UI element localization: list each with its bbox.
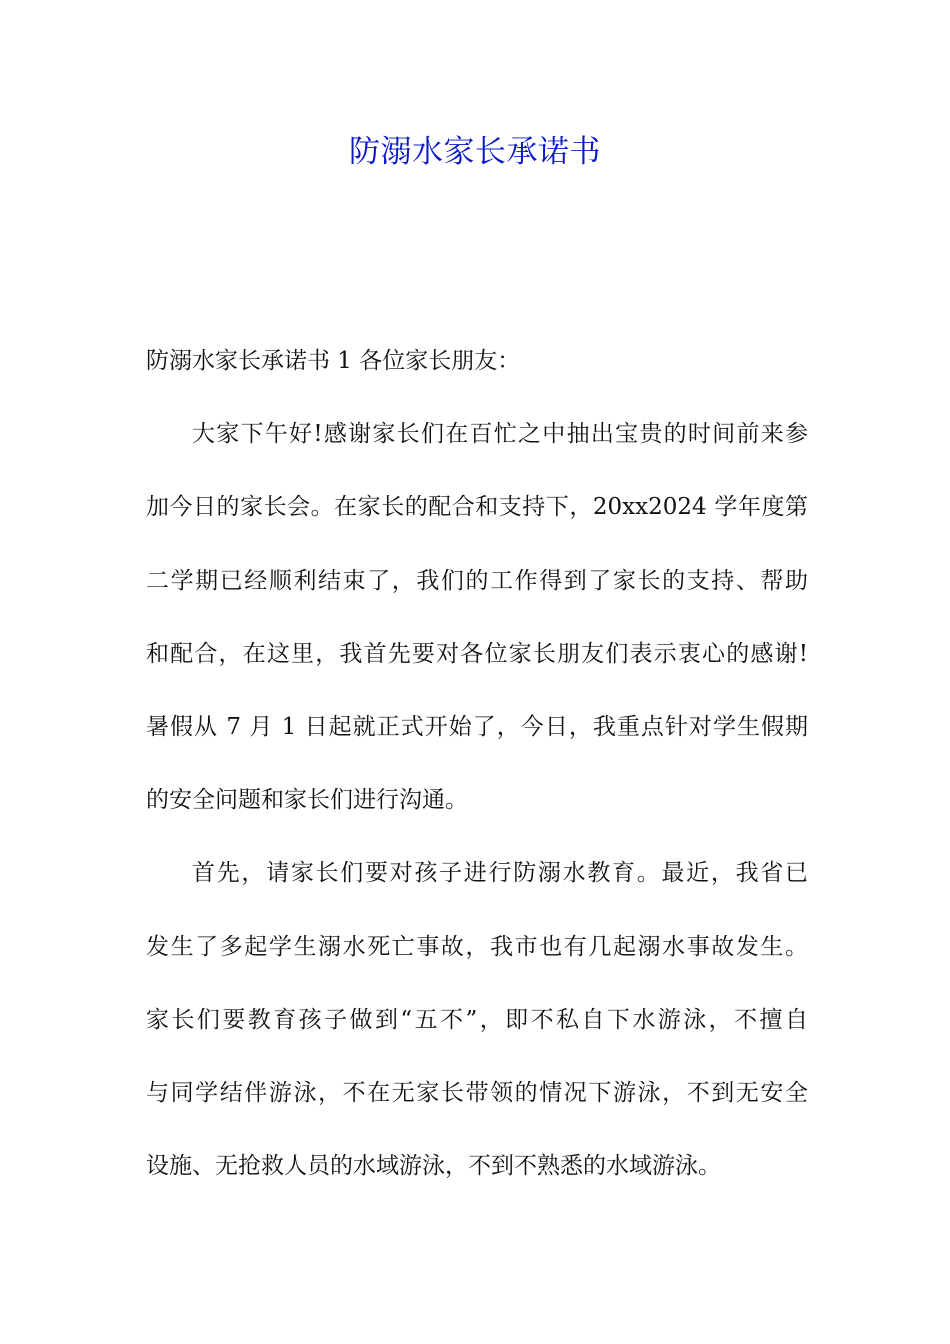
document-title: 防溺水家长承诺书 [349, 134, 601, 170]
body-line: 和配合，在这里，我首先要对各位家长朋友们表示衷心的感谢! [146, 640, 808, 667]
body-line: 暑假从 7 月 1 日起就正式开始了，今日，我重点针对学生假期 [146, 713, 808, 740]
body-line: 的安全问题和家长们进行沟通。 [146, 787, 468, 814]
body-line: 大家下午好!感谢家长们在百忙之中抽出宝贵的时间前来参 [192, 421, 808, 448]
document-body [146, 336, 808, 1214]
body-line: 与同学结伴游泳，不在无家长带领的情况下游泳，不到无安全 [146, 1079, 808, 1106]
body-line: 家长们要教育孩子做到“五不”，即不私自下水游泳，不擅自 [146, 1006, 808, 1033]
body-line: 加今日的家长会。在家长的配合和支持下，20xx2024 学年度第 [146, 494, 808, 521]
body-line: 首先，请家长们要对孩子进行防溺水教育。最近，我省已 [192, 860, 808, 887]
body-line: 防溺水家长承诺书 1 各位家长朋友： [146, 348, 521, 374]
body-line: 发生了多起学生溺水死亡事故，我市也有几起溺水事故发生。 [146, 933, 808, 960]
body-line: 设施、无抢救人员的水域游泳，不到不熟悉的水域游泳。 [146, 1153, 721, 1180]
body-line: 二学期已经顺利结束了，我们的工作得到了家长的支持、帮助 [146, 567, 808, 594]
